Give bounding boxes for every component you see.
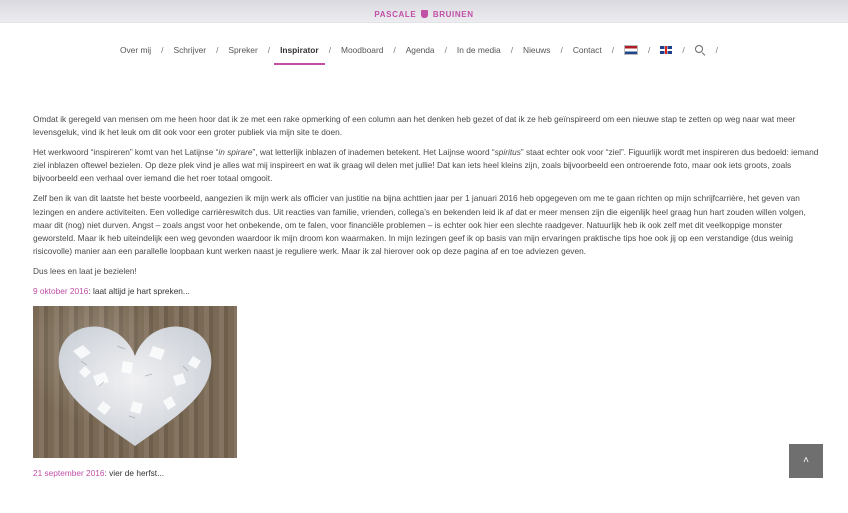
- nav-item-nieuws[interactable]: Nieuws: [523, 45, 551, 55]
- flag-nl-icon[interactable]: [624, 45, 638, 55]
- nav-separator: /: [510, 45, 514, 55]
- nav-item-contact[interactable]: Contact: [572, 45, 602, 55]
- nav-item-agenda[interactable]: Agenda: [405, 45, 435, 55]
- chevron-up-icon: ˄: [803, 455, 809, 466]
- closing-paragraph: Dus lees en laat je bezielen!: [33, 265, 137, 276]
- nav-item-spreker[interactable]: Spreker: [228, 45, 258, 55]
- post-date: 9 oktober 2016: [33, 286, 89, 297]
- post-title-link[interactable]: vier de herfst...: [109, 468, 164, 479]
- nav-separator: /: [328, 45, 332, 55]
- nav-item-moodboard[interactable]: Moodboard: [341, 45, 384, 55]
- logo-seal-icon: [421, 10, 428, 18]
- search-icon[interactable]: [695, 45, 706, 56]
- nav-item-over-mij[interactable]: Over mij: [119, 45, 152, 55]
- post-item: 9 oktober 2016: laat altijd je hart spreken...: [33, 286, 190, 297]
- nav-item-in-de-media[interactable]: In de media: [456, 45, 501, 55]
- nav-item-schrijver[interactable]: Schrijver: [173, 45, 207, 55]
- logo-first-name: PASCALE: [374, 10, 417, 19]
- site-logo[interactable]: [0, 10, 848, 19]
- nav-separator: /: [444, 45, 447, 55]
- nav-separator: /: [611, 45, 615, 55]
- nav-separator: /: [161, 45, 164, 55]
- inspire-paragraph: Het werkwoord “inspireren” komt van het Latijnse “in spirare”, wat letterlijk inblazen of inademen betekent. Het Laijnse woord “spiritus” staat echter ook voor “ziel”. Figuurlijk wordt met inspireren dus bedoeld: iemand ziel inblazen oftewel bezielen. Op deze plek vind je alles wat mij inspireert en wat ik graag wil delen met jullie! Dat kan iets heel kleins zijn, zoals bijvoorbeeld een ontroerende foto, maar ook iets groots, zoals bijvoorbeeld een verhaal over iemand die het roer totaal omgooit.: [33, 147, 819, 184]
- nav-separator: /: [682, 45, 685, 55]
- nav-separator: /: [560, 45, 563, 55]
- logo-last-name: BRUINEN: [432, 10, 474, 19]
- nav-separator: /: [393, 45, 396, 55]
- nav-separator: /: [216, 45, 219, 55]
- post-image-heart[interactable]: [33, 306, 237, 458]
- scroll-to-top-button[interactable]: [789, 444, 823, 478]
- post-date: 21 september 2016: [33, 468, 105, 479]
- career-paragraph: Zelf ben ik van dit laatste het beste voorbeeld, aangezien ik mijn werk als officier van justitie na bijna achttien jaar per 1 januari 2016 heb opgegeven om me te gaan richten op mijn schrijfcarrière, het geven van lezingen en andere activiteiten. Een volledige carrièreswitch dus. Uit reacties van familie, vrienden, collega’s en bekenden leid ik af dat er meer mensen zijn die eigenlijk heel graag hun hart zouden willen volgen, maar dit (nog) niet durven. Angst – zoals angst voor het onbekende, om te falen, voor financiële problemen – is echter ook hier een slechte raadgever. Natuurlijk heb ik ook zelf met dit veelkoppige monster geworsteld. Maar ik heb uiteindelijk een weg gevonden waardoor ik mijn droom kon waarmaken. In mijn lezingen geef ik op basis van mijn ervaringen praktische tips hoe ook jij op een verstandige (dus weinig risicovolle) manier aan een parallelle loopbaan kunt werken naast je reguliere werk. Maar ik zal hierover ook op deze pagina af en toe adviezen geven.: [33, 193, 806, 256]
- post-item: 21 september 2016: vier de herfst...: [33, 468, 164, 479]
- main-nav: [0, 38, 848, 62]
- article-content: [33, 113, 823, 488]
- post-title-link[interactable]: laat altijd je hart spreken...: [92, 286, 190, 297]
- nav-item-inspirator[interactable]: Inspirator: [280, 41, 319, 59]
- flag-en-icon[interactable]: [660, 46, 672, 54]
- nav-separator: /: [715, 45, 718, 55]
- nav-separator: /: [267, 45, 271, 55]
- intro-paragraph: Omdat ik geregeld van mensen om me heen hoor dat ik ze met een rake opmerking of een column aan het denken heb gezet of dat ik ze heb geïnspireerd om een nieuwe stap te zetten op weg naar wat meer levensgeluk, vind ik het leuk om dit ook voor een groter publiek via mijn site te doen.: [33, 114, 796, 138]
- nav-separator: /: [648, 45, 651, 55]
